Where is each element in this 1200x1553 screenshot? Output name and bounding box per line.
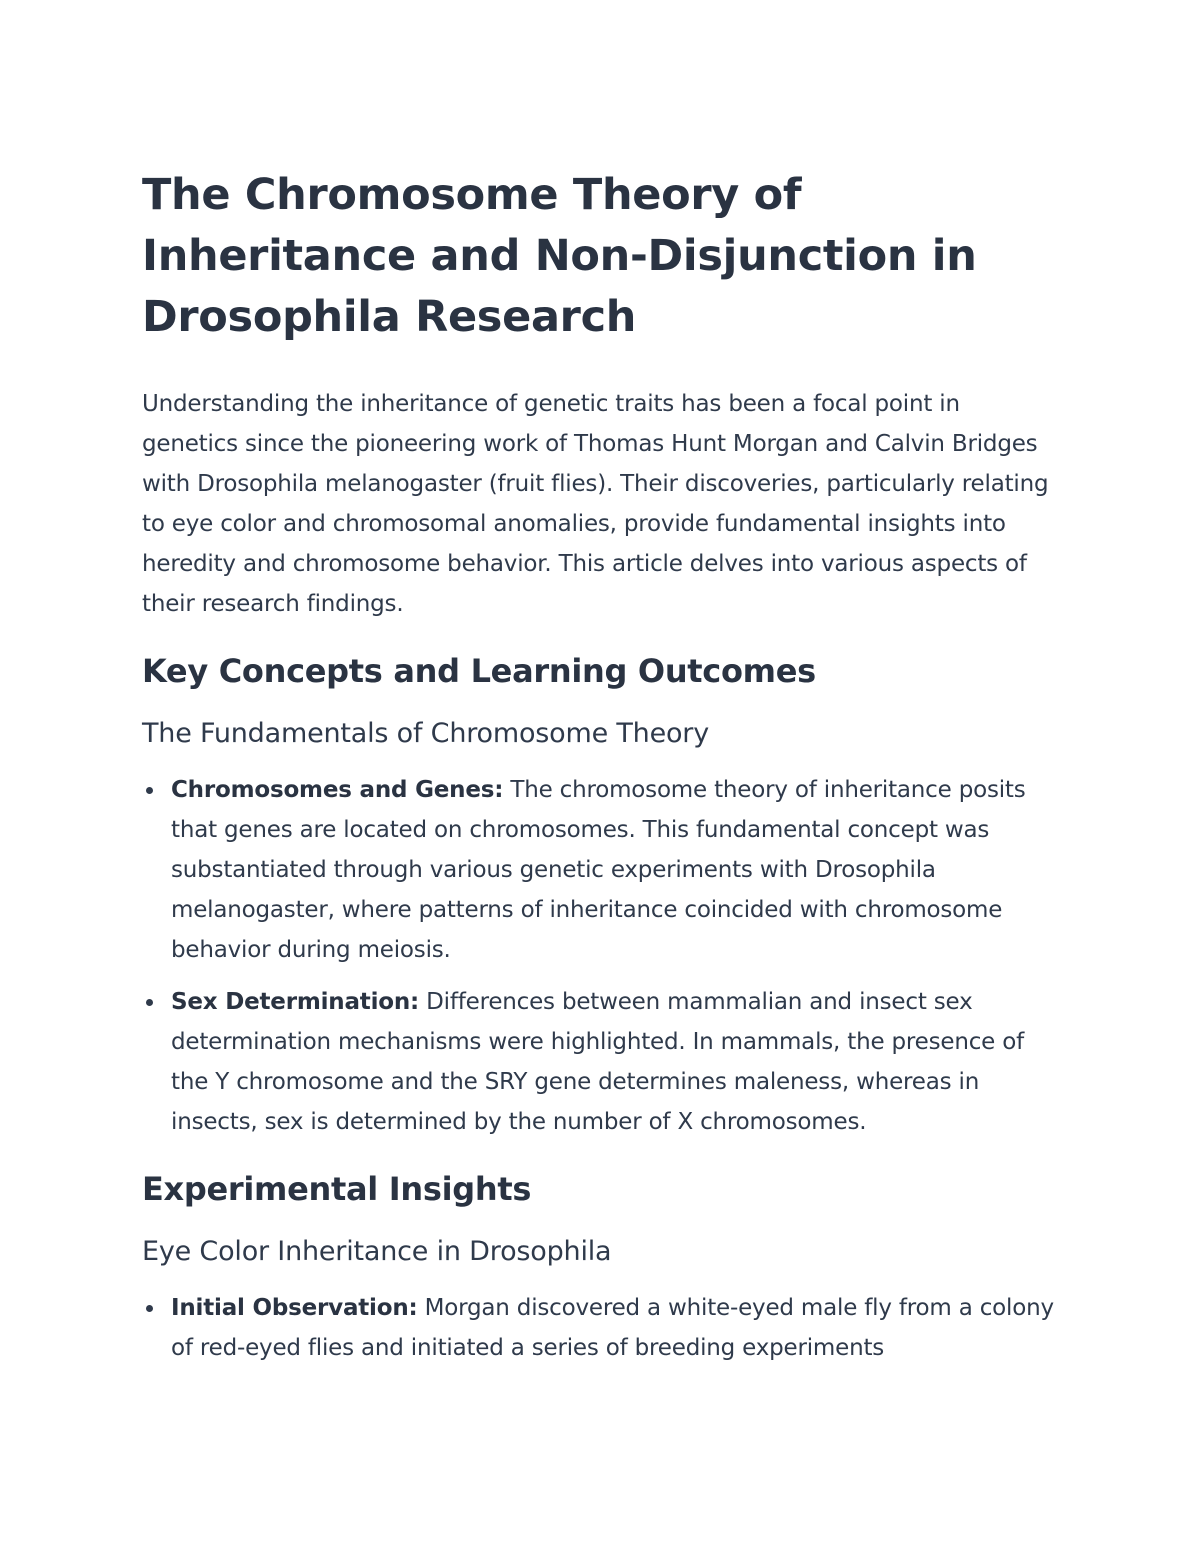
subsection-heading-eye-color: Eye Color Inheritance in Drosophila bbox=[142, 1236, 612, 1267]
bullet-list-eye-color bbox=[142, 1288, 1062, 1368]
document-page bbox=[142, 165, 1062, 1380]
bullet-icon bbox=[146, 787, 153, 794]
bullet-term: Chromosomes and Genes: bbox=[171, 777, 504, 803]
list-item bbox=[142, 982, 1062, 1142]
bullet-text: Differences between mammalian and insect sex determination mechanisms were highlighted. In mammals, the presence of the Y chromosome and the SRY gene determines maleness, whereas in insects, sex is determined by the number of X chromosomes. bbox=[171, 989, 1025, 1135]
document-title: The Chromosome Theory of Inheritance and Non-Disjunction in Drosophila Research bbox=[142, 170, 977, 342]
list-item bbox=[142, 1288, 1062, 1368]
subsection-heading-fundamentals: The Fundamentals of Chromosome Theory bbox=[142, 718, 709, 749]
bullet-term: Sex Determination: bbox=[171, 989, 420, 1015]
intro-paragraph: Understanding the inheritance of genetic traits has been a focal point in genetics since the pioneering work of Thomas Hunt Morgan and Calvin Bridges with Drosophila melanogaster (fruit flies). Their discoveries, particularly relating to eye color and chromosomal anomalies, provide fundamental insights into heredity and chromosome behavior. This article delves into various aspects of their research findings. bbox=[142, 391, 1049, 617]
bullet-text: Morgan discovered a white-eyed male fly from a colony of red-eyed flies and initiated a series of breeding experiments bbox=[171, 1295, 1054, 1361]
bullet-term: Initial Observation: bbox=[171, 1295, 418, 1321]
bullet-icon bbox=[146, 1305, 153, 1312]
section-heading-experimental-insights: Experimental Insights bbox=[142, 1170, 532, 1208]
bullet-icon bbox=[146, 999, 153, 1006]
bullet-text: The chromosome theory of inheritance posits that genes are located on chromosomes. This fundamental concept was substantiated through various genetic experiments with Drosophila melanogaster, where patterns of inheritance coincided with chromosome behavior during meiosis. bbox=[171, 777, 1026, 963]
list-item bbox=[142, 770, 1062, 970]
section-heading-key-concepts: Key Concepts and Learning Outcomes bbox=[142, 652, 816, 690]
bullet-list-fundamentals bbox=[142, 770, 1062, 1142]
